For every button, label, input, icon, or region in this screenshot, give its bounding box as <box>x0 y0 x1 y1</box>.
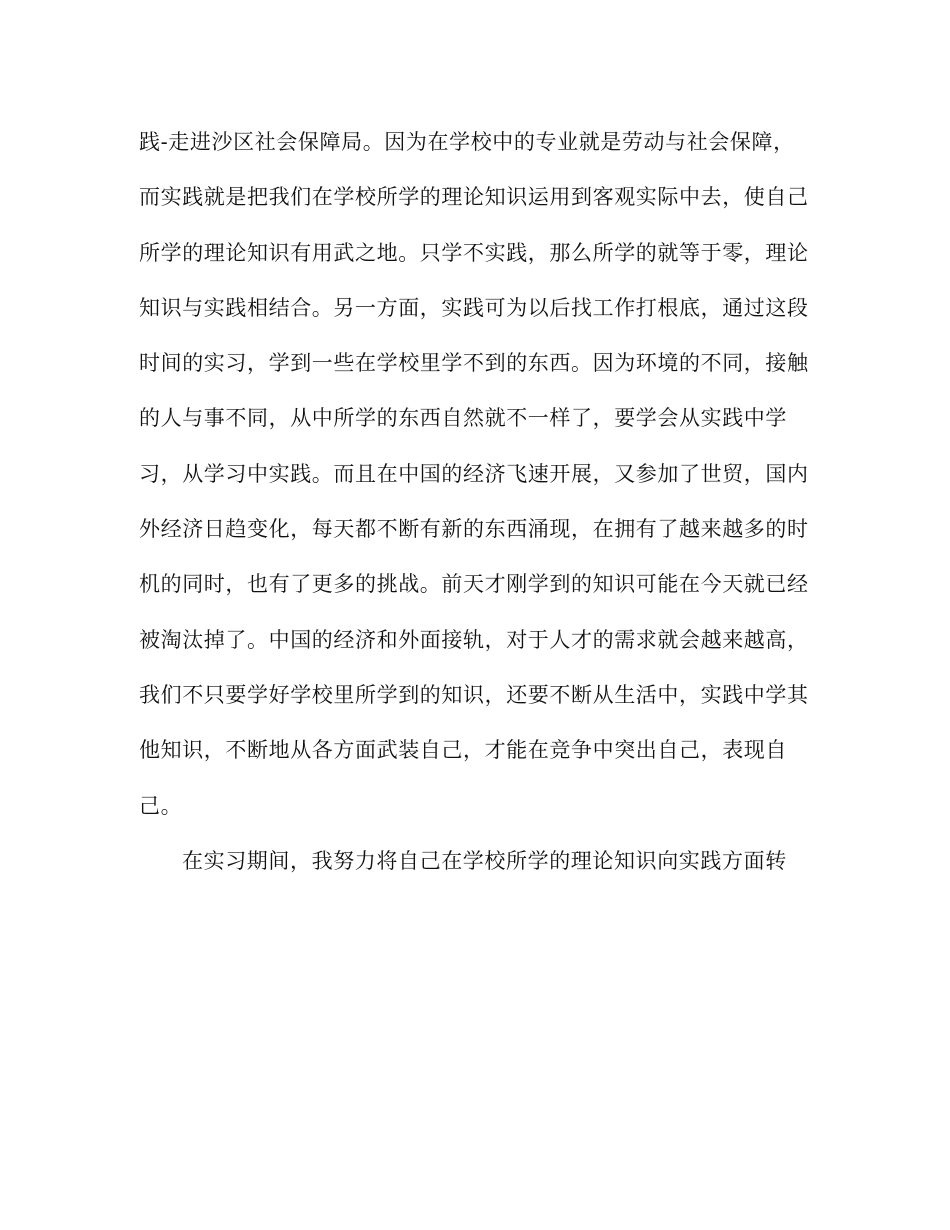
text-line: 践-走进沙区社会保障局。因为在学校中的专业就是劳动与社会保障， <box>139 130 795 154</box>
text-line: 被淘汰掉了。中国的经济和外面接轨，对于人才的需求就会越来越高， <box>139 627 809 652</box>
text-line: 我们不只要学好学校里所学到的知识，还要不断从生活中，实践中学其 <box>139 682 809 707</box>
text-line: 的人与事不同，从中所学的东西自然就不一样了，要学会从实践中学 <box>139 406 787 431</box>
text-line: 所学的理论知识有用武之地。只学不实践，那么所学的就等于零，理论 <box>139 240 809 265</box>
body-text <box>139 122 829 896</box>
text-line: 时间的实习，学到一些在学校里学不到的东西。因为环境的不同，接触 <box>139 351 809 376</box>
text-line: 机的同时，也有了更多的挑战。前天才刚学到的知识可能在今天就已经 <box>139 572 809 597</box>
text-line: 习，从学习中实践。而且在中国的经济飞速开展，又参加了世贸，国内 <box>139 461 809 486</box>
text-line: 他知识，不断地从各方面武装自己，才能在竞争中突出自己，表现自 <box>139 738 787 763</box>
text-line: 而实践就是把我们在学校所学的理论知识运用到客观实际中去，使自己 <box>139 185 809 210</box>
text-line: 外经济日趋变化，每天都不断有新的东西涌现，在拥有了越来越多的时 <box>139 517 809 542</box>
text-line: 己。 <box>139 793 183 818</box>
paragraph-start-line: 在实习期间，我努力将自己在学校所学的理论知识向实践方面转 <box>182 848 787 873</box>
text-line: 知识与实践相结合。另一方面，实践可为以后找工作打根底，通过这段 <box>139 295 809 320</box>
